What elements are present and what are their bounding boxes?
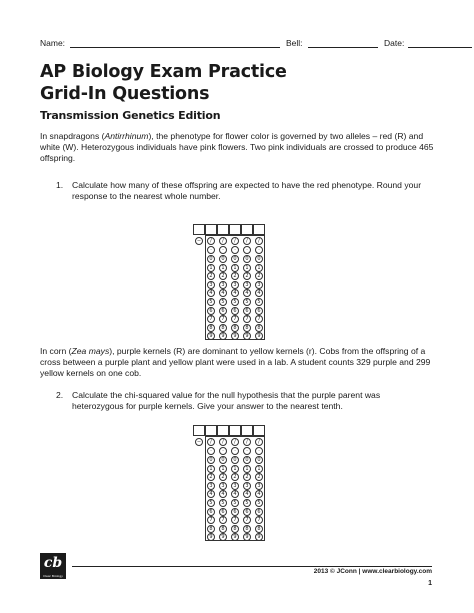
decimal-bubble[interactable]: ·: [219, 246, 227, 254]
digit-bubble[interactable]: 5: [231, 298, 239, 306]
digit-bubble[interactable]: 8: [207, 324, 215, 332]
digit-bubble[interactable]: 4: [255, 490, 263, 498]
digit-bubble[interactable]: 2: [207, 272, 215, 280]
digit-bubble[interactable]: 9: [207, 332, 215, 340]
digit-bubble[interactable]: 0: [255, 456, 263, 464]
digit-bubble[interactable]: 0: [219, 456, 227, 464]
minus-bubble[interactable]: −: [196, 439, 202, 445]
digit-bubble[interactable]: 9: [207, 533, 215, 541]
digit-bubble[interactable]: 1: [243, 264, 251, 272]
edition-title: Transmission Genetics Edition: [40, 109, 221, 122]
digit-bubble[interactable]: 2: [231, 272, 239, 280]
digit-bubble[interactable]: 3: [255, 281, 263, 289]
decimal-bubble[interactable]: ·: [219, 447, 227, 455]
digit-bubble[interactable]: 9: [219, 332, 227, 340]
logo-text: Clear Biology: [43, 574, 63, 578]
question-text: Calculate how many of these offspring are expected to have the red phenotype. Round your response to the nearest whole number.: [72, 180, 422, 201]
digit-bubble[interactable]: 1: [219, 465, 227, 473]
digit-bubble[interactable]: 1: [231, 264, 239, 272]
answer-entry-box[interactable]: [205, 425, 217, 436]
digit-bubble[interactable]: 6: [219, 508, 227, 516]
digit-bubble[interactable]: 2: [219, 272, 227, 280]
question-number: 2.: [56, 390, 64, 400]
digit-bubble[interactable]: 3: [207, 482, 215, 490]
decimal-bubble[interactable]: ·: [243, 246, 251, 254]
slash-bubble[interactable]: /: [207, 438, 215, 446]
answer-entry-box[interactable]: [241, 224, 253, 235]
digit-bubble[interactable]: 4: [219, 289, 227, 297]
digit-bubble[interactable]: 8: [255, 324, 263, 332]
digit-bubble[interactable]: 7: [219, 315, 227, 323]
digit-bubble[interactable]: 1: [219, 264, 227, 272]
digit-bubble[interactable]: 2: [243, 272, 251, 280]
page-title: AP Biology Exam Practice: [40, 62, 287, 82]
slash-bubble[interactable]: /: [219, 237, 227, 245]
digit-bubble[interactable]: 2: [255, 272, 263, 280]
digit-bubble[interactable]: 1: [255, 264, 263, 272]
page-subtitle: Grid-In Questions: [40, 84, 210, 104]
digit-bubble[interactable]: 3: [255, 482, 263, 490]
answer-entry-box[interactable]: [193, 224, 205, 235]
digit-bubble[interactable]: 1: [231, 465, 239, 473]
digit-bubble[interactable]: 3: [219, 281, 227, 289]
digit-bubble[interactable]: 7: [207, 516, 215, 524]
para-text: In snapdragons (: [40, 131, 105, 141]
digit-bubble[interactable]: 6: [243, 508, 251, 516]
digit-bubble[interactable]: 9: [231, 332, 239, 340]
digit-bubble[interactable]: 4: [207, 289, 215, 297]
digit-bubble[interactable]: 9: [243, 332, 251, 340]
digit-bubble[interactable]: 3: [243, 482, 251, 490]
digit-bubble[interactable]: 8: [231, 324, 239, 332]
answer-entry-box[interactable]: [229, 224, 241, 235]
digit-bubble[interactable]: 4: [243, 289, 251, 297]
bell-field[interactable]: [308, 47, 378, 48]
digit-bubble[interactable]: 9: [243, 533, 251, 541]
digit-bubble[interactable]: 3: [243, 281, 251, 289]
digit-bubble[interactable]: 8: [219, 525, 227, 533]
corn-paragraph: [40, 346, 440, 379]
digit-bubble[interactable]: 5: [243, 298, 251, 306]
slash-bubble[interactable]: /: [231, 438, 239, 446]
clear-biology-logo: [40, 553, 66, 579]
answer-entry-box[interactable]: [253, 224, 265, 235]
digit-bubble[interactable]: 4: [255, 289, 263, 297]
digit-bubble[interactable]: 3: [231, 281, 239, 289]
digit-bubble[interactable]: 4: [219, 490, 227, 498]
date-label: Date:: [384, 38, 405, 48]
page-number: 1: [428, 580, 432, 587]
copyright: 2013 © JConn | www.clearbiology.com: [313, 568, 432, 575]
digit-bubble[interactable]: 7: [243, 315, 251, 323]
digit-bubble[interactable]: 7: [255, 315, 263, 323]
digit-bubble[interactable]: 5: [207, 298, 215, 306]
digit-bubble[interactable]: 4: [207, 490, 215, 498]
digit-bubble[interactable]: 5: [255, 298, 263, 306]
digit-bubble[interactable]: 3: [207, 281, 215, 289]
digit-bubble[interactable]: 0: [231, 456, 239, 464]
digit-bubble[interactable]: 0: [255, 255, 263, 263]
digit-bubble[interactable]: 2: [207, 473, 215, 481]
slash-bubble[interactable]: /: [207, 237, 215, 245]
digit-bubble[interactable]: 7: [255, 516, 263, 524]
digit-bubble[interactable]: 8: [207, 525, 215, 533]
digit-bubble[interactable]: 4: [243, 490, 251, 498]
digit-bubble[interactable]: 0: [207, 255, 215, 263]
digit-bubble[interactable]: 1: [255, 465, 263, 473]
digit-bubble[interactable]: 5: [231, 499, 239, 507]
digit-bubble[interactable]: 3: [231, 482, 239, 490]
digit-bubble[interactable]: 5: [207, 499, 215, 507]
digit-bubble[interactable]: 1: [207, 465, 215, 473]
digit-bubble[interactable]: 6: [231, 508, 239, 516]
answer-entry-box[interactable]: [193, 425, 205, 436]
name-field[interactable]: [70, 47, 280, 48]
digit-bubble[interactable]: 5: [219, 499, 227, 507]
answer-entry-box[interactable]: [217, 425, 229, 436]
footer-rule: [72, 566, 432, 567]
digit-bubble[interactable]: 2: [219, 473, 227, 481]
digit-bubble[interactable]: 9: [255, 332, 263, 340]
digit-bubble[interactable]: 8: [243, 324, 251, 332]
slash-bubble[interactable]: /: [243, 438, 251, 446]
digit-bubble[interactable]: 4: [231, 490, 239, 498]
digit-bubble[interactable]: 6: [243, 307, 251, 315]
digit-bubble[interactable]: 0: [219, 255, 227, 263]
digit-bubble[interactable]: 7: [219, 516, 227, 524]
digit-bubble[interactable]: 8: [255, 525, 263, 533]
digit-bubble[interactable]: 8: [243, 525, 251, 533]
question-text: Calculate the chi-squared value for the null hypothesis that the purple parent was heterozygous for purple kernels. Give your answer to the nearest tenth.: [72, 390, 381, 411]
decimal-bubble[interactable]: ·: [231, 246, 239, 254]
decimal-bubble[interactable]: ·: [207, 447, 215, 455]
slash-bubble[interactable]: /: [255, 438, 263, 446]
answer-entry-box[interactable]: [253, 425, 265, 436]
digit-bubble[interactable]: 6: [219, 307, 227, 315]
digit-bubble[interactable]: 6: [207, 307, 215, 315]
digit-bubble[interactable]: 3: [219, 482, 227, 490]
digit-bubble[interactable]: 5: [255, 499, 263, 507]
digit-bubble[interactable]: 9: [255, 533, 263, 541]
snapdragon-paragraph: [40, 131, 440, 164]
minus-bubble[interactable]: −: [196, 238, 202, 244]
decimal-bubble[interactable]: ·: [255, 246, 263, 254]
slash-bubble[interactable]: /: [255, 237, 263, 245]
digit-bubble[interactable]: 0: [231, 255, 239, 263]
digit-bubble[interactable]: 7: [207, 315, 215, 323]
para-text: ), purple kernels (R) are dominant to yellow kernels (r). Cobs from the offspring of a cross between a purple plant and yellow plant were used in a lab. A student counts 329 purple and 299 yellow kernels on one cob.: [40, 346, 431, 378]
digit-bubble[interactable]: 5: [243, 499, 251, 507]
digit-bubble[interactable]: 4: [231, 289, 239, 297]
para-text: ), the phenotype for flower color is governed by two alleles – red (R) and white (W). Heterozygous individuals have pink flowers. Two pink individuals are crossed to produce 465 offspring.: [40, 131, 434, 163]
species-name: Antirrhinum: [104, 131, 149, 141]
slash-bubble[interactable]: /: [243, 237, 251, 245]
date-field[interactable]: [408, 47, 472, 48]
digit-bubble[interactable]: 7: [231, 516, 239, 524]
decimal-bubble[interactable]: ·: [243, 447, 251, 455]
digit-bubble[interactable]: 2: [243, 473, 251, 481]
bell-label: Bell:: [286, 38, 303, 48]
digit-bubble[interactable]: 0: [243, 255, 251, 263]
grid-in-answer-2[interactable]: [193, 425, 283, 541]
digit-bubble[interactable]: 6: [255, 508, 263, 516]
species-name: Zea mays: [71, 346, 110, 356]
logo-mark: cb: [43, 555, 63, 571]
digit-bubble[interactable]: 6: [207, 508, 215, 516]
digit-bubble[interactable]: 1: [207, 264, 215, 272]
answer-entry-box[interactable]: [205, 224, 217, 235]
decimal-bubble[interactable]: ·: [231, 447, 239, 455]
digit-bubble[interactable]: 5: [219, 298, 227, 306]
decimal-bubble[interactable]: ·: [207, 246, 215, 254]
digit-bubble[interactable]: 7: [243, 516, 251, 524]
digit-bubble[interactable]: 6: [231, 307, 239, 315]
question-number: 1.: [56, 180, 64, 190]
digit-bubble[interactable]: 9: [231, 533, 239, 541]
slash-bubble[interactable]: /: [219, 438, 227, 446]
digit-bubble[interactable]: 7: [231, 315, 239, 323]
digit-bubble[interactable]: 8: [231, 525, 239, 533]
digit-bubble[interactable]: 0: [207, 456, 215, 464]
answer-entry-box[interactable]: [217, 224, 229, 235]
answer-entry-box[interactable]: [229, 425, 241, 436]
answer-entry-box[interactable]: [241, 425, 253, 436]
grid-in-answer-1[interactable]: [193, 224, 283, 340]
para-text: In corn (: [40, 346, 72, 356]
digit-bubble[interactable]: 9: [219, 533, 227, 541]
digit-bubble[interactable]: 6: [255, 307, 263, 315]
digit-bubble[interactable]: 1: [243, 465, 251, 473]
slash-bubble[interactable]: /: [231, 237, 239, 245]
digit-bubble[interactable]: 2: [231, 473, 239, 481]
digit-bubble[interactable]: 0: [243, 456, 251, 464]
digit-bubble[interactable]: 8: [219, 324, 227, 332]
name-label: Name:: [40, 38, 66, 48]
digit-bubble[interactable]: 2: [255, 473, 263, 481]
decimal-bubble[interactable]: ·: [255, 447, 263, 455]
